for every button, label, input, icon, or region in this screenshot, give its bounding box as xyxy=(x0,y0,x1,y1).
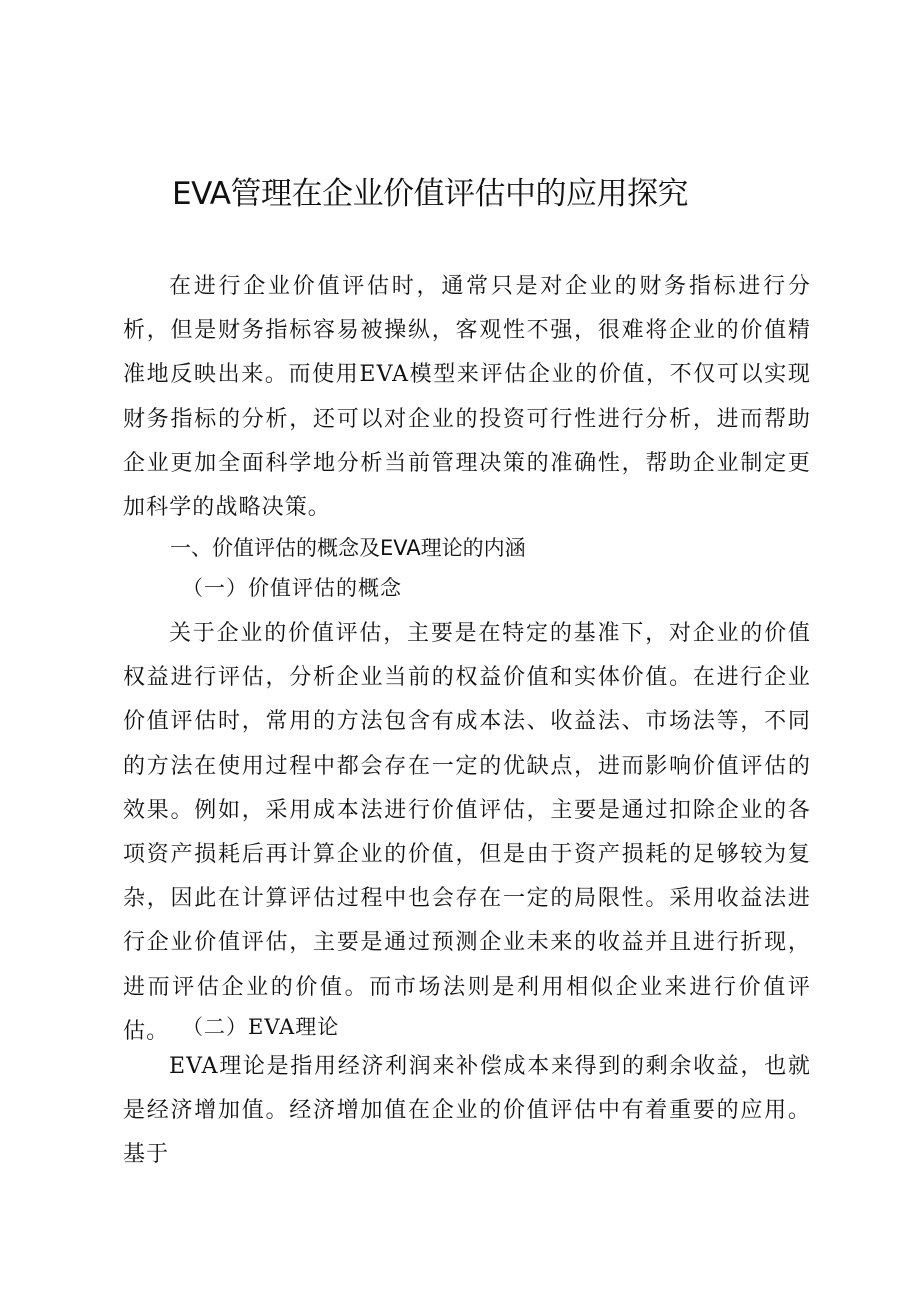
subsection-2-paragraph: EVA理论是指用经济利润来补偿成本来得到的剩余收益，也就是经济增加值。经济增加值在企业的价值评估中有着重要的应用。基于 xyxy=(123,1054,811,1168)
section-heading-1: 一、价值评估的概念及EVA理论的内涵 xyxy=(170,536,526,560)
subsection-1-paragraph: 关于企业的价值评估，主要是在特定的基准下，对企业的价值权益进行评估，分析企业当前的权益价值和实体价值。在进行企业价值评估时，常用的方法包含有成本法、收益法、市场法等，不同的方法在使用过程中都会存在一定的优缺点，进而影响价值评估的效果。例如，采用成本法进行价值评估，主要是通过扣除企业的各项资产损耗后再计算企业的价值，但是由于资产损耗的足够较为复杂，因此在计算评估过程中也会存在一定的局限性。采用收益法进行企业价值评估，主要是通过预测企业未来的收益并且进行折现，进而评估企业的价值。而市场法则是利用相似企业来进行价值评估。 xyxy=(123,621,811,1044)
subsection-heading-2: （二）EVA理论 xyxy=(182,1015,340,1039)
intro-paragraph: 在进行企业价值评估时，通常只是对企业的财务指标进行分析，但是财务指标容易被操纵，客观性不强，很难将企业的价值精准地反映出来。而使用EVA模型来评估企业的价值，不仅可以实现财务指标的分析，还可以对企业的投资可行性进行分析，进而帮助企业更加全面科学地分析当前管理决策的准确性，帮助企业制定更加科学的战略决策。 xyxy=(123,274,811,521)
document-title: EVA管理在企业价值评估中的应用探究 xyxy=(172,176,689,212)
subsection-heading-1: （一）价值评估的概念 xyxy=(182,576,402,600)
